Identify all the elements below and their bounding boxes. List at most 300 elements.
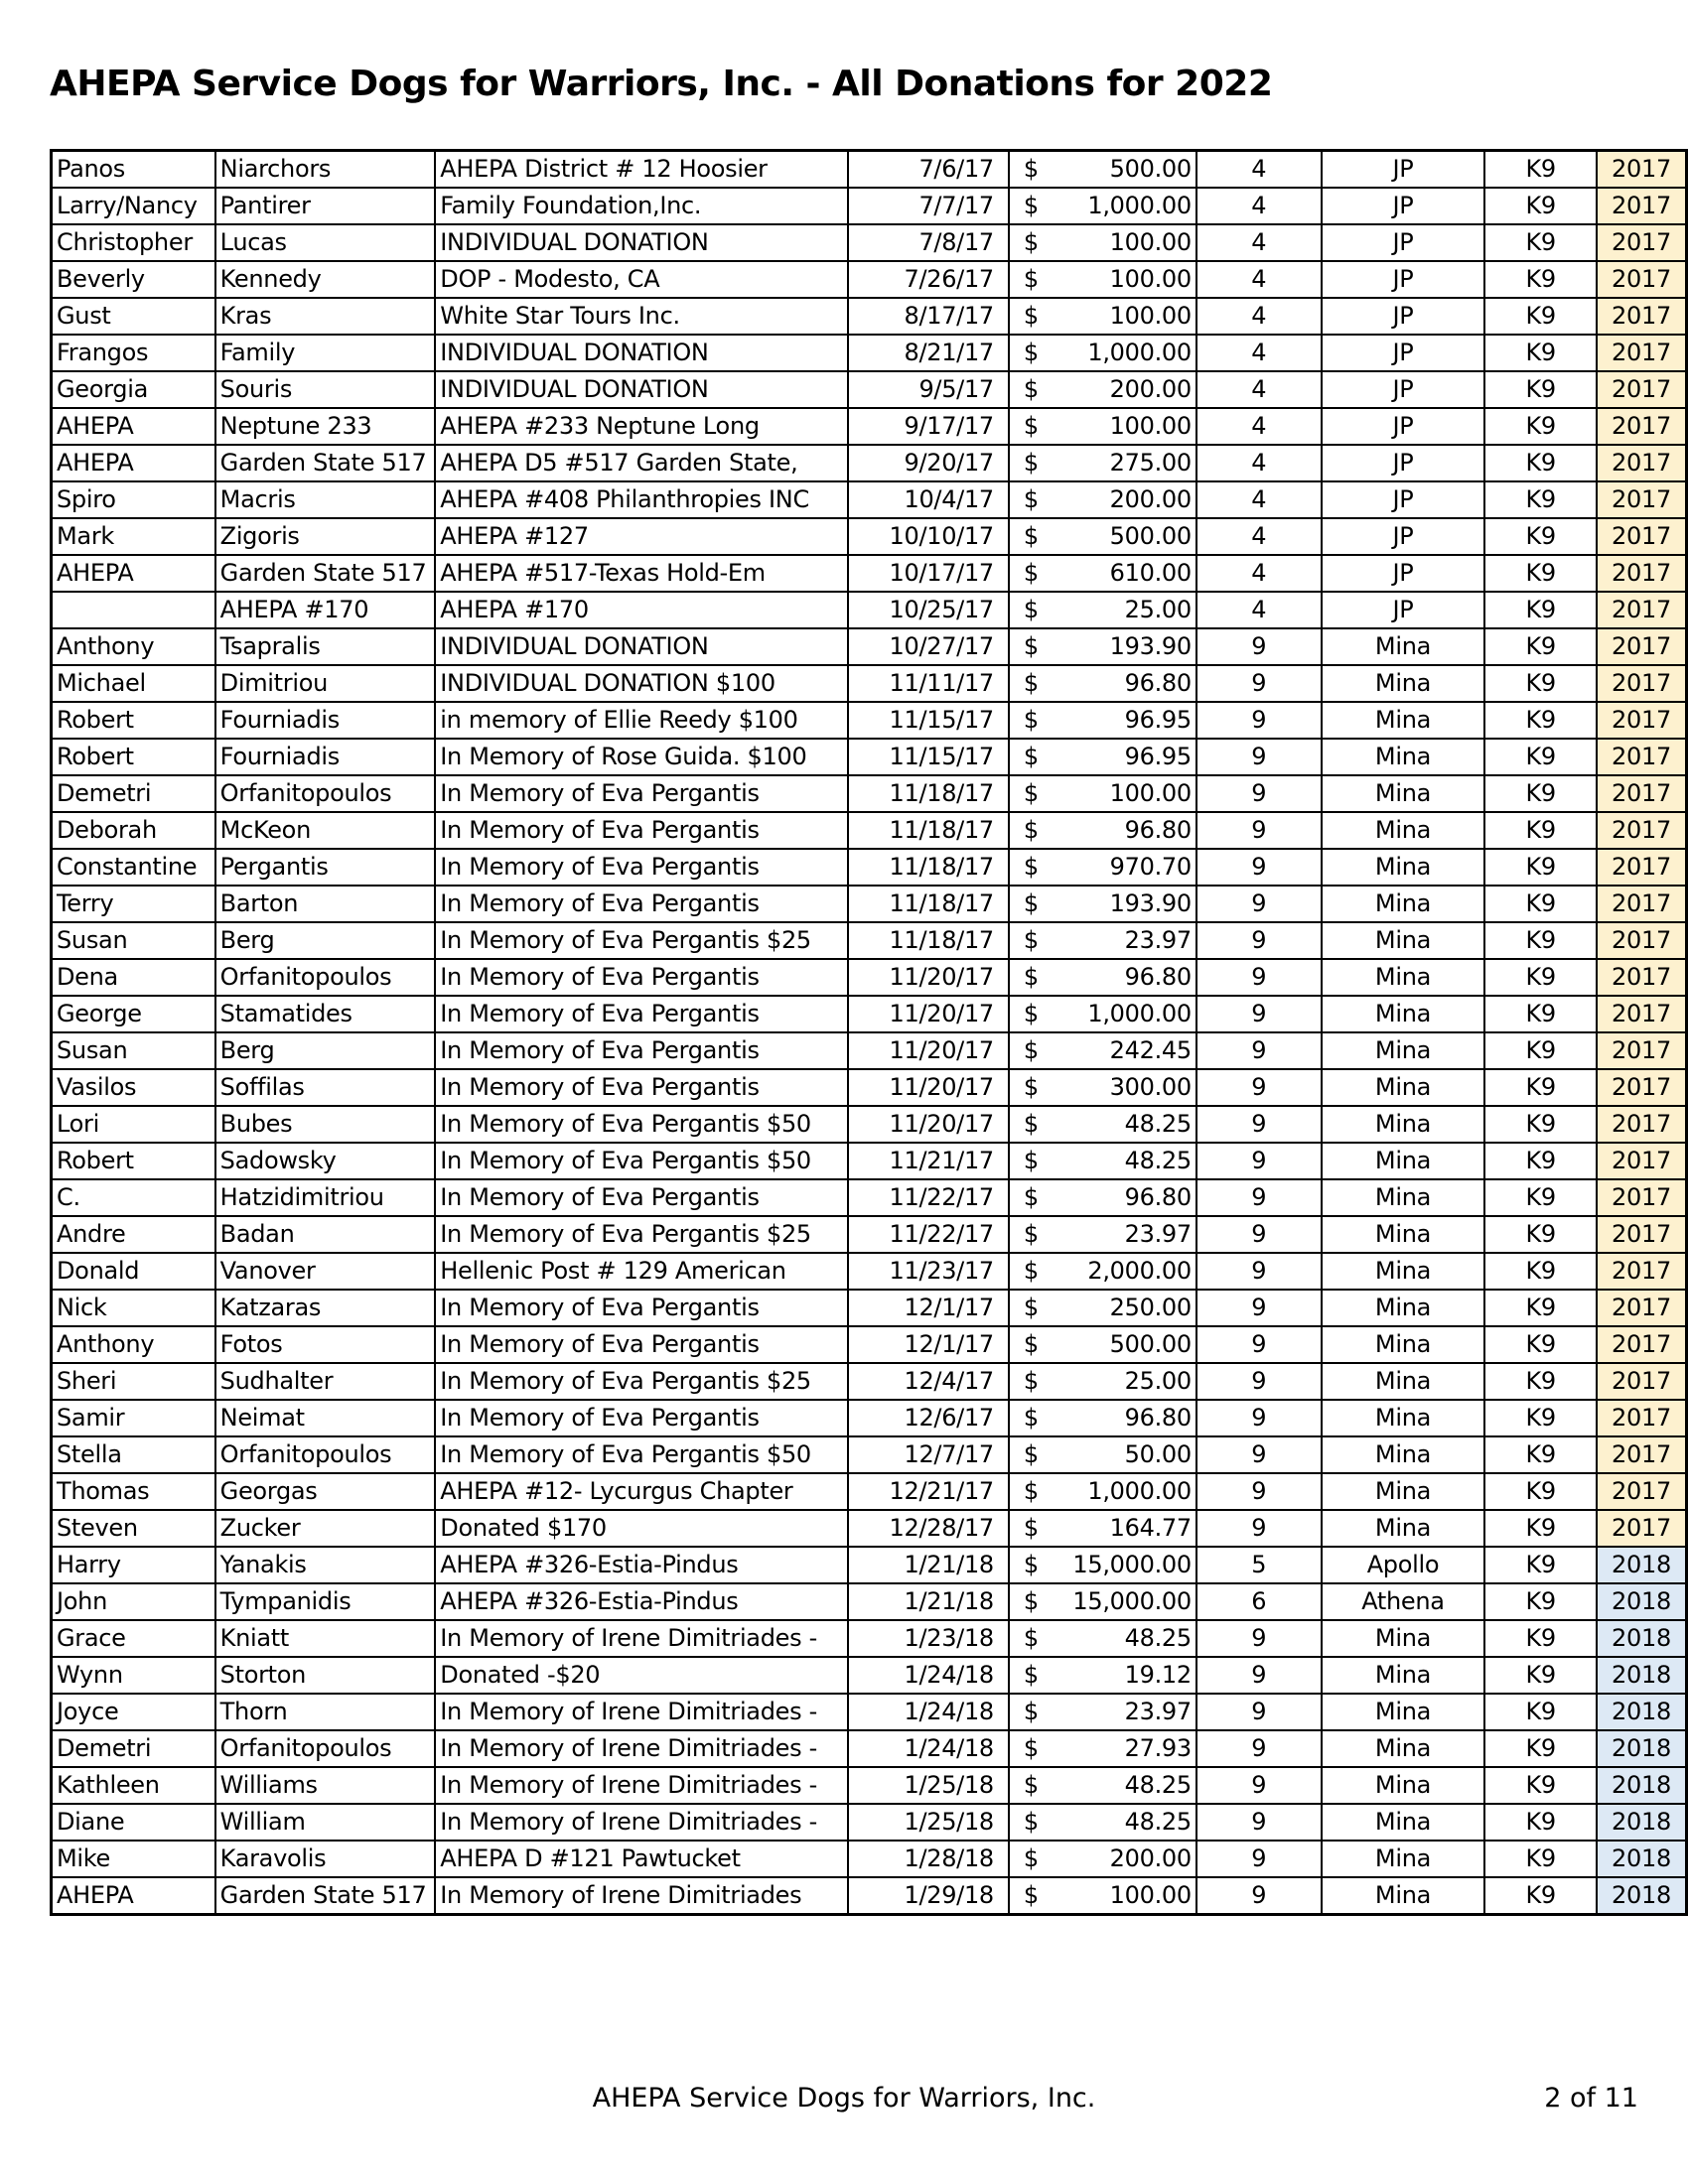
table-row bbox=[52, 481, 1687, 518]
cell-dog-number: 9 bbox=[1196, 1216, 1322, 1253]
cell-organization: INDIVIDUAL DONATION bbox=[435, 628, 847, 665]
cell-last-name: Orfanitopoulos bbox=[215, 1436, 436, 1473]
cell-first-name: Robert bbox=[52, 1143, 215, 1179]
cell-date: 10/4/17 bbox=[848, 481, 1009, 518]
cell-last-name: Souris bbox=[215, 371, 436, 408]
cell-last-name: Zucker bbox=[215, 1510, 436, 1547]
currency-symbol: $ bbox=[1023, 1844, 1039, 1872]
cell-last-name: Hatzidimitriou bbox=[215, 1179, 436, 1216]
cell-amount bbox=[1009, 408, 1196, 445]
cell-year: 2017 bbox=[1597, 812, 1687, 849]
cell-dog-name: JP bbox=[1322, 335, 1485, 371]
cell-dog-name: JP bbox=[1322, 371, 1485, 408]
currency-symbol: $ bbox=[1023, 1036, 1039, 1064]
cell-type: K9 bbox=[1484, 481, 1597, 518]
table-row bbox=[52, 1657, 1687, 1694]
cell-dog-number: 9 bbox=[1196, 1400, 1322, 1436]
cell-date: 9/17/17 bbox=[848, 408, 1009, 445]
cell-first-name: Wynn bbox=[52, 1657, 215, 1694]
cell-type: K9 bbox=[1484, 371, 1597, 408]
cell-dog-name: Mina bbox=[1322, 1694, 1485, 1730]
cell-first-name: C. bbox=[52, 1179, 215, 1216]
cell-organization: AHEPA #326-Estia-Pindus bbox=[435, 1583, 847, 1620]
cell-date: 1/29/18 bbox=[848, 1877, 1009, 1915]
cell-dog-number: 9 bbox=[1196, 628, 1322, 665]
cell-dog-name: Mina bbox=[1322, 1106, 1485, 1143]
cell-amount bbox=[1009, 1032, 1196, 1069]
cell-dog-number: 9 bbox=[1196, 1326, 1322, 1363]
currency-symbol: $ bbox=[1023, 1367, 1039, 1395]
amount-value: 15,000.00 bbox=[1072, 1587, 1192, 1615]
cell-year: 2017 bbox=[1597, 1326, 1687, 1363]
cell-year: 2017 bbox=[1597, 739, 1687, 775]
amount-value: 48.25 bbox=[1124, 1110, 1192, 1138]
cell-date: 12/28/17 bbox=[848, 1510, 1009, 1547]
amount-value: 23.97 bbox=[1124, 1220, 1192, 1248]
cell-last-name: Garden State 517 bbox=[215, 445, 436, 481]
amount-value: 100.00 bbox=[1109, 302, 1192, 330]
cell-dog-number: 4 bbox=[1196, 151, 1322, 189]
cell-dog-number: 9 bbox=[1196, 1179, 1322, 1216]
cell-organization: In Memory of Eva Pergantis bbox=[435, 1290, 847, 1326]
cell-date: 10/27/17 bbox=[848, 628, 1009, 665]
cell-last-name: Neptune 233 bbox=[215, 408, 436, 445]
cell-first-name: Diane bbox=[52, 1804, 215, 1841]
amount-value: 300.00 bbox=[1109, 1073, 1192, 1101]
cell-dog-number: 9 bbox=[1196, 775, 1322, 812]
amount-value: 15,000.00 bbox=[1072, 1551, 1192, 1578]
table-row bbox=[52, 1547, 1687, 1583]
table-row bbox=[52, 188, 1687, 224]
cell-organization: In Memory of Rose Guida. $100 bbox=[435, 739, 847, 775]
table-row bbox=[52, 1583, 1687, 1620]
amount-value: 193.90 bbox=[1109, 889, 1192, 917]
cell-organization: White Star Tours Inc. bbox=[435, 298, 847, 335]
cell-date: 1/24/18 bbox=[848, 1730, 1009, 1767]
cell-organization: Hellenic Post # 129 American bbox=[435, 1253, 847, 1290]
cell-dog-name: JP bbox=[1322, 481, 1485, 518]
cell-organization: Donated -$20 bbox=[435, 1657, 847, 1694]
cell-dog-name: JP bbox=[1322, 188, 1485, 224]
cell-date: 9/5/17 bbox=[848, 371, 1009, 408]
currency-symbol: $ bbox=[1023, 1734, 1039, 1762]
table-row bbox=[52, 151, 1687, 189]
cell-organization: In Memory of Eva Pergantis $25 bbox=[435, 1216, 847, 1253]
cell-amount bbox=[1009, 1253, 1196, 1290]
cell-dog-number: 4 bbox=[1196, 518, 1322, 555]
currency-symbol: $ bbox=[1023, 1514, 1039, 1542]
cell-type: K9 bbox=[1484, 1547, 1597, 1583]
cell-organization: AHEPA #326-Estia-Pindus bbox=[435, 1547, 847, 1583]
cell-type: K9 bbox=[1484, 886, 1597, 922]
cell-amount bbox=[1009, 518, 1196, 555]
cell-dog-name: JP bbox=[1322, 518, 1485, 555]
amount-value: 96.80 bbox=[1124, 816, 1192, 844]
cell-first-name: Robert bbox=[52, 702, 215, 739]
cell-dog-number: 9 bbox=[1196, 996, 1322, 1032]
cell-first-name: John bbox=[52, 1583, 215, 1620]
cell-year: 2017 bbox=[1597, 151, 1687, 189]
cell-first-name: Terry bbox=[52, 886, 215, 922]
cell-date: 11/20/17 bbox=[848, 1106, 1009, 1143]
table-row bbox=[52, 775, 1687, 812]
amount-value: 96.95 bbox=[1124, 706, 1192, 734]
cell-year: 2017 bbox=[1597, 1290, 1687, 1326]
cell-type: K9 bbox=[1484, 775, 1597, 812]
cell-amount bbox=[1009, 555, 1196, 592]
cell-last-name: Storton bbox=[215, 1657, 436, 1694]
currency-symbol: $ bbox=[1023, 963, 1039, 991]
currency-symbol: $ bbox=[1023, 596, 1039, 623]
cell-dog-number: 9 bbox=[1196, 1436, 1322, 1473]
currency-symbol: $ bbox=[1023, 302, 1039, 330]
cell-dog-name: Mina bbox=[1322, 1400, 1485, 1436]
cell-organization: AHEPA District # 12 Hoosier bbox=[435, 151, 847, 189]
cell-amount bbox=[1009, 1143, 1196, 1179]
cell-first-name: Spiro bbox=[52, 481, 215, 518]
table-row bbox=[52, 518, 1687, 555]
cell-type: K9 bbox=[1484, 1179, 1597, 1216]
cell-type: K9 bbox=[1484, 224, 1597, 261]
cell-amount bbox=[1009, 188, 1196, 224]
cell-date: 1/25/18 bbox=[848, 1767, 1009, 1804]
cell-amount bbox=[1009, 1510, 1196, 1547]
currency-symbol: $ bbox=[1023, 1587, 1039, 1615]
cell-last-name: Kniatt bbox=[215, 1620, 436, 1657]
cell-dog-number: 4 bbox=[1196, 371, 1322, 408]
cell-amount bbox=[1009, 922, 1196, 959]
cell-dog-name: Mina bbox=[1322, 739, 1485, 775]
amount-value: 48.25 bbox=[1124, 1624, 1192, 1652]
amount-value: 25.00 bbox=[1124, 1367, 1192, 1395]
cell-dog-name: Mina bbox=[1322, 1326, 1485, 1363]
table-row bbox=[52, 1069, 1687, 1106]
amount-value: 275.00 bbox=[1109, 449, 1192, 477]
cell-organization: In Memory of Eva Pergantis bbox=[435, 996, 847, 1032]
cell-date: 11/15/17 bbox=[848, 739, 1009, 775]
currency-symbol: $ bbox=[1023, 1624, 1039, 1652]
currency-symbol: $ bbox=[1023, 375, 1039, 403]
footer-organization: AHEPA Service Dogs for Warriors, Inc. bbox=[592, 2083, 1096, 2114]
table-row bbox=[52, 224, 1687, 261]
cell-year: 2017 bbox=[1597, 1510, 1687, 1547]
cell-organization: AHEPA D #121 Pawtucket bbox=[435, 1841, 847, 1877]
table-row bbox=[52, 335, 1687, 371]
cell-first-name: AHEPA bbox=[52, 408, 215, 445]
cell-first-name: Dena bbox=[52, 959, 215, 996]
cell-first-name: Larry/Nancy bbox=[52, 188, 215, 224]
cell-first-name: Gust bbox=[52, 298, 215, 335]
cell-dog-number: 9 bbox=[1196, 812, 1322, 849]
amount-value: 1,000.00 bbox=[1087, 1477, 1192, 1505]
cell-year: 2017 bbox=[1597, 702, 1687, 739]
cell-first-name: Harry bbox=[52, 1547, 215, 1583]
cell-amount bbox=[1009, 959, 1196, 996]
cell-first-name: Samir bbox=[52, 1400, 215, 1436]
cell-dog-number: 9 bbox=[1196, 922, 1322, 959]
cell-organization: In Memory of Eva Pergantis bbox=[435, 959, 847, 996]
cell-amount bbox=[1009, 1363, 1196, 1400]
cell-type: K9 bbox=[1484, 555, 1597, 592]
cell-year: 2017 bbox=[1597, 1106, 1687, 1143]
footer-page-number: 2 of 11 bbox=[1544, 2083, 1638, 2114]
cell-year: 2017 bbox=[1597, 555, 1687, 592]
cell-organization: In Memory of Eva Pergantis bbox=[435, 1179, 847, 1216]
cell-type: K9 bbox=[1484, 1253, 1597, 1290]
cell-dog-number: 9 bbox=[1196, 1730, 1322, 1767]
cell-amount bbox=[1009, 1106, 1196, 1143]
table-row bbox=[52, 1804, 1687, 1841]
cell-amount bbox=[1009, 1583, 1196, 1620]
cell-type: K9 bbox=[1484, 1069, 1597, 1106]
amount-value: 100.00 bbox=[1109, 228, 1192, 256]
cell-amount bbox=[1009, 1473, 1196, 1510]
cell-dog-name: JP bbox=[1322, 224, 1485, 261]
cell-type: K9 bbox=[1484, 1657, 1597, 1694]
cell-type: K9 bbox=[1484, 1436, 1597, 1473]
table-row bbox=[52, 702, 1687, 739]
cell-organization: AHEPA #517-Texas Hold-Em bbox=[435, 555, 847, 592]
cell-dog-name: Mina bbox=[1322, 996, 1485, 1032]
amount-value: 48.25 bbox=[1124, 1147, 1192, 1174]
cell-organization: In Memory of Irene Dimitriades bbox=[435, 1877, 847, 1915]
cell-year: 2017 bbox=[1597, 1179, 1687, 1216]
cell-dog-number: 9 bbox=[1196, 702, 1322, 739]
cell-dog-number: 4 bbox=[1196, 335, 1322, 371]
cell-year: 2017 bbox=[1597, 335, 1687, 371]
cell-last-name: Georgas bbox=[215, 1473, 436, 1510]
cell-first-name: Beverly bbox=[52, 261, 215, 298]
currency-symbol: $ bbox=[1023, 632, 1039, 660]
currency-symbol: $ bbox=[1023, 228, 1039, 256]
cell-amount bbox=[1009, 445, 1196, 481]
cell-last-name: Barton bbox=[215, 886, 436, 922]
cell-first-name: Frangos bbox=[52, 335, 215, 371]
cell-date: 11/18/17 bbox=[848, 775, 1009, 812]
cell-first-name: Sheri bbox=[52, 1363, 215, 1400]
cell-date: 7/8/17 bbox=[848, 224, 1009, 261]
cell-type: K9 bbox=[1484, 739, 1597, 775]
cell-dog-number: 9 bbox=[1196, 959, 1322, 996]
cell-date: 1/24/18 bbox=[848, 1657, 1009, 1694]
cell-year: 2018 bbox=[1597, 1841, 1687, 1877]
cell-dog-name: Mina bbox=[1322, 1767, 1485, 1804]
cell-amount bbox=[1009, 775, 1196, 812]
currency-symbol: $ bbox=[1023, 1808, 1039, 1836]
cell-first-name: Michael bbox=[52, 665, 215, 702]
table-row bbox=[52, 739, 1687, 775]
cell-amount bbox=[1009, 1657, 1196, 1694]
cell-organization: AHEPA #408 Philanthropies INC bbox=[435, 481, 847, 518]
amount-value: 970.70 bbox=[1109, 853, 1192, 881]
currency-symbol: $ bbox=[1023, 265, 1039, 293]
cell-date: 12/7/17 bbox=[848, 1436, 1009, 1473]
currency-symbol: $ bbox=[1023, 889, 1039, 917]
cell-dog-number: 9 bbox=[1196, 665, 1322, 702]
table-row bbox=[52, 959, 1687, 996]
cell-organization: In Memory of Eva Pergantis bbox=[435, 775, 847, 812]
cell-dog-number: 9 bbox=[1196, 739, 1322, 775]
cell-amount bbox=[1009, 261, 1196, 298]
cell-last-name: Fourniadis bbox=[215, 702, 436, 739]
cell-date: 11/18/17 bbox=[848, 849, 1009, 886]
currency-symbol: $ bbox=[1023, 779, 1039, 807]
cell-amount bbox=[1009, 151, 1196, 189]
cell-year: 2017 bbox=[1597, 996, 1687, 1032]
cell-date: 12/1/17 bbox=[848, 1326, 1009, 1363]
cell-date: 10/25/17 bbox=[848, 592, 1009, 628]
cell-first-name: Donald bbox=[52, 1253, 215, 1290]
table-row bbox=[52, 371, 1687, 408]
cell-amount bbox=[1009, 298, 1196, 335]
cell-amount bbox=[1009, 996, 1196, 1032]
cell-year: 2017 bbox=[1597, 261, 1687, 298]
cell-amount bbox=[1009, 1400, 1196, 1436]
cell-year: 2017 bbox=[1597, 886, 1687, 922]
cell-first-name: Mike bbox=[52, 1841, 215, 1877]
cell-organization: In Memory of Eva Pergantis $50 bbox=[435, 1436, 847, 1473]
cell-first-name: Demetri bbox=[52, 1730, 215, 1767]
cell-type: K9 bbox=[1484, 1804, 1597, 1841]
cell-amount bbox=[1009, 886, 1196, 922]
cell-amount bbox=[1009, 739, 1196, 775]
cell-dog-name: JP bbox=[1322, 555, 1485, 592]
cell-date: 8/21/17 bbox=[848, 335, 1009, 371]
cell-first-name: Stella bbox=[52, 1436, 215, 1473]
cell-date: 1/25/18 bbox=[848, 1804, 1009, 1841]
cell-last-name: Sadowsky bbox=[215, 1143, 436, 1179]
cell-type: K9 bbox=[1484, 665, 1597, 702]
cell-dog-number: 6 bbox=[1196, 1583, 1322, 1620]
table-row bbox=[52, 1290, 1687, 1326]
cell-date: 10/17/17 bbox=[848, 555, 1009, 592]
cell-organization: In Memory of Eva Pergantis $50 bbox=[435, 1106, 847, 1143]
cell-type: K9 bbox=[1484, 1216, 1597, 1253]
cell-organization: In Memory of Irene Dimitriades - bbox=[435, 1730, 847, 1767]
cell-amount bbox=[1009, 1326, 1196, 1363]
cell-dog-name: Mina bbox=[1322, 849, 1485, 886]
table-row bbox=[52, 1436, 1687, 1473]
table-row bbox=[52, 1877, 1687, 1915]
page-title: AHEPA Service Dogs for Warriors, Inc. - All Donations for 2022 bbox=[50, 64, 1273, 104]
currency-symbol: $ bbox=[1023, 1147, 1039, 1174]
cell-date: 11/15/17 bbox=[848, 702, 1009, 739]
cell-year: 2017 bbox=[1597, 298, 1687, 335]
cell-date: 8/17/17 bbox=[848, 298, 1009, 335]
cell-last-name: Berg bbox=[215, 922, 436, 959]
cell-organization: AHEPA #233 Neptune Long bbox=[435, 408, 847, 445]
cell-first-name: Christopher bbox=[52, 224, 215, 261]
currency-symbol: $ bbox=[1023, 1257, 1039, 1285]
cell-last-name: Niarchors bbox=[215, 151, 436, 189]
cell-organization: AHEPA D5 #517 Garden State, bbox=[435, 445, 847, 481]
cell-dog-number: 9 bbox=[1196, 1657, 1322, 1694]
table-row bbox=[52, 1179, 1687, 1216]
cell-amount bbox=[1009, 592, 1196, 628]
cell-type: K9 bbox=[1484, 261, 1597, 298]
table-row bbox=[52, 1473, 1687, 1510]
cell-dog-number: 9 bbox=[1196, 1877, 1322, 1915]
currency-symbol: $ bbox=[1023, 926, 1039, 954]
cell-type: K9 bbox=[1484, 1363, 1597, 1400]
cell-last-name: Soffilas bbox=[215, 1069, 436, 1106]
cell-last-name: Tympanidis bbox=[215, 1583, 436, 1620]
table-row bbox=[52, 1106, 1687, 1143]
cell-dog-number: 9 bbox=[1196, 1510, 1322, 1547]
cell-date: 1/23/18 bbox=[848, 1620, 1009, 1657]
cell-type: K9 bbox=[1484, 959, 1597, 996]
table-row bbox=[52, 1032, 1687, 1069]
amount-value: 200.00 bbox=[1109, 1844, 1192, 1872]
cell-year: 2017 bbox=[1597, 1216, 1687, 1253]
cell-organization: AHEPA #170 bbox=[435, 592, 847, 628]
cell-year: 2018 bbox=[1597, 1547, 1687, 1583]
currency-symbol: $ bbox=[1023, 1183, 1039, 1211]
table-row bbox=[52, 1730, 1687, 1767]
cell-last-name: Williams bbox=[215, 1767, 436, 1804]
cell-organization: AHEPA #12- Lycurgus Chapter bbox=[435, 1473, 847, 1510]
currency-symbol: $ bbox=[1023, 853, 1039, 881]
cell-dog-number: 9 bbox=[1196, 1069, 1322, 1106]
cell-year: 2017 bbox=[1597, 1032, 1687, 1069]
amount-value: 1,000.00 bbox=[1087, 192, 1192, 219]
cell-dog-number: 4 bbox=[1196, 445, 1322, 481]
cell-type: K9 bbox=[1484, 1620, 1597, 1657]
cell-type: K9 bbox=[1484, 1106, 1597, 1143]
cell-dog-number: 9 bbox=[1196, 1620, 1322, 1657]
cell-date: 9/20/17 bbox=[848, 445, 1009, 481]
amount-value: 25.00 bbox=[1124, 596, 1192, 623]
currency-symbol: $ bbox=[1023, 522, 1039, 550]
amount-value: 164.77 bbox=[1109, 1514, 1192, 1542]
cell-year: 2017 bbox=[1597, 665, 1687, 702]
currency-symbol: $ bbox=[1023, 1110, 1039, 1138]
cell-dog-number: 4 bbox=[1196, 188, 1322, 224]
cell-last-name: AHEPA #170 bbox=[215, 592, 436, 628]
cell-dog-name: Apollo bbox=[1322, 1547, 1485, 1583]
currency-symbol: $ bbox=[1023, 816, 1039, 844]
amount-value: 96.80 bbox=[1124, 963, 1192, 991]
cell-type: K9 bbox=[1484, 1841, 1597, 1877]
currency-symbol: $ bbox=[1023, 1440, 1039, 1468]
cell-type: K9 bbox=[1484, 188, 1597, 224]
cell-year: 2017 bbox=[1597, 481, 1687, 518]
cell-organization: In Memory of Irene Dimitriades - bbox=[435, 1620, 847, 1657]
cell-organization: In Memory of Irene Dimitriades - bbox=[435, 1767, 847, 1804]
cell-year: 2017 bbox=[1597, 628, 1687, 665]
cell-type: K9 bbox=[1484, 1032, 1597, 1069]
cell-date: 11/23/17 bbox=[848, 1253, 1009, 1290]
cell-amount bbox=[1009, 1290, 1196, 1326]
cell-type: K9 bbox=[1484, 408, 1597, 445]
cell-dog-name: Mina bbox=[1322, 886, 1485, 922]
cell-date: 1/28/18 bbox=[848, 1841, 1009, 1877]
cell-dog-number: 4 bbox=[1196, 592, 1322, 628]
currency-symbol: $ bbox=[1023, 485, 1039, 513]
cell-last-name: Vanover bbox=[215, 1253, 436, 1290]
cell-year: 2017 bbox=[1597, 1473, 1687, 1510]
amount-value: 100.00 bbox=[1109, 265, 1192, 293]
cell-year: 2017 bbox=[1597, 922, 1687, 959]
cell-dog-number: 9 bbox=[1196, 1106, 1322, 1143]
cell-organization: INDIVIDUAL DONATION bbox=[435, 335, 847, 371]
cell-date: 12/6/17 bbox=[848, 1400, 1009, 1436]
cell-type: K9 bbox=[1484, 1877, 1597, 1915]
cell-amount bbox=[1009, 702, 1196, 739]
cell-first-name: Anthony bbox=[52, 1326, 215, 1363]
cell-date: 7/26/17 bbox=[848, 261, 1009, 298]
cell-organization: In Memory of Eva Pergantis bbox=[435, 1400, 847, 1436]
